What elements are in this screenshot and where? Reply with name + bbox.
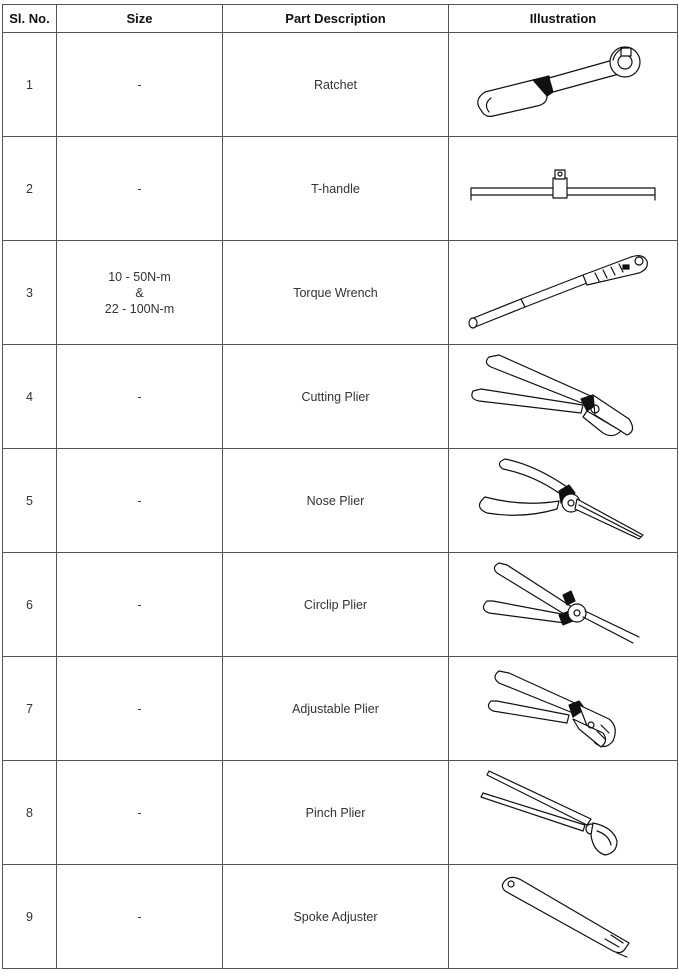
- header-size: Size: [57, 5, 223, 33]
- header-part-description: Part Description: [223, 5, 449, 33]
- tools-table: [2, 4, 678, 969]
- sl-no-cell: 1: [3, 33, 57, 137]
- size-line: &: [135, 285, 144, 300]
- size-line: -: [137, 389, 142, 404]
- sl-no-cell: 7: [3, 657, 57, 761]
- circlip-plier-icon: [463, 557, 663, 652]
- size-line: -: [137, 597, 142, 612]
- size-line: -: [137, 77, 142, 92]
- table-row: [3, 761, 678, 865]
- size-cell: [57, 553, 223, 657]
- ratchet-icon: [463, 40, 663, 130]
- description-cell: T-handle: [223, 137, 449, 241]
- description-cell: Nose Plier: [223, 449, 449, 553]
- table-row: [3, 33, 678, 137]
- illustration-cell: [449, 657, 678, 761]
- illustration-cell: [449, 449, 678, 553]
- sl-no-cell: 9: [3, 865, 57, 969]
- size-line: -: [137, 181, 142, 196]
- size-line: -: [137, 493, 142, 508]
- size-line: 22 - 100N-m: [104, 301, 175, 316]
- sl-no-cell: 6: [3, 553, 57, 657]
- sl-no-cell: 5: [3, 449, 57, 553]
- description-cell: Adjustable Plier: [223, 657, 449, 761]
- illustration-cell: [449, 33, 678, 137]
- table-row: [3, 553, 678, 657]
- size-line: -: [137, 805, 142, 820]
- sl-no-cell: 3: [3, 241, 57, 345]
- size-cell: [57, 657, 223, 761]
- table-row: [3, 241, 678, 345]
- illustration-cell: [449, 345, 678, 449]
- cutting-plier-icon: [463, 349, 663, 444]
- size-line: -: [137, 909, 142, 924]
- size-line: 10 - 50N-m: [108, 269, 171, 284]
- size-line: -: [137, 701, 142, 716]
- description-cell: Pinch Plier: [223, 761, 449, 865]
- description-cell: Cutting Plier: [223, 345, 449, 449]
- header-sl-no: Sl. No.: [3, 5, 57, 33]
- size-cell: [57, 345, 223, 449]
- size-cell: [57, 865, 223, 969]
- t-handle-icon: [463, 164, 663, 214]
- table-row: [3, 345, 678, 449]
- illustration-cell: [449, 137, 678, 241]
- header-row: [3, 5, 678, 33]
- pinch-plier-icon: [463, 765, 663, 860]
- sl-no-cell: 2: [3, 137, 57, 241]
- illustration-cell: [449, 241, 678, 345]
- table-row: [3, 657, 678, 761]
- description-cell: Spoke Adjuster: [223, 865, 449, 969]
- table-row: [3, 137, 678, 241]
- illustration-cell: [449, 865, 678, 969]
- header-illustration: Illustration: [449, 5, 678, 33]
- size-cell: [57, 449, 223, 553]
- description-cell: Torque Wrench: [223, 241, 449, 345]
- size-cell: [57, 137, 223, 241]
- sl-no-cell: 8: [3, 761, 57, 865]
- adjustable-plier-icon: [463, 661, 663, 756]
- size-cell: [57, 33, 223, 137]
- size-cell: [57, 241, 223, 345]
- spoke-adjuster-icon: [463, 869, 663, 964]
- sl-no-cell: 4: [3, 345, 57, 449]
- table-row: [3, 449, 678, 553]
- description-cell: Circlip Plier: [223, 553, 449, 657]
- illustration-cell: [449, 761, 678, 865]
- illustration-cell: [449, 553, 678, 657]
- torque-wrench-icon: [463, 245, 663, 340]
- size-cell: [57, 761, 223, 865]
- table-row: [3, 865, 678, 969]
- description-cell: Ratchet: [223, 33, 449, 137]
- nose-plier-icon: [463, 453, 663, 548]
